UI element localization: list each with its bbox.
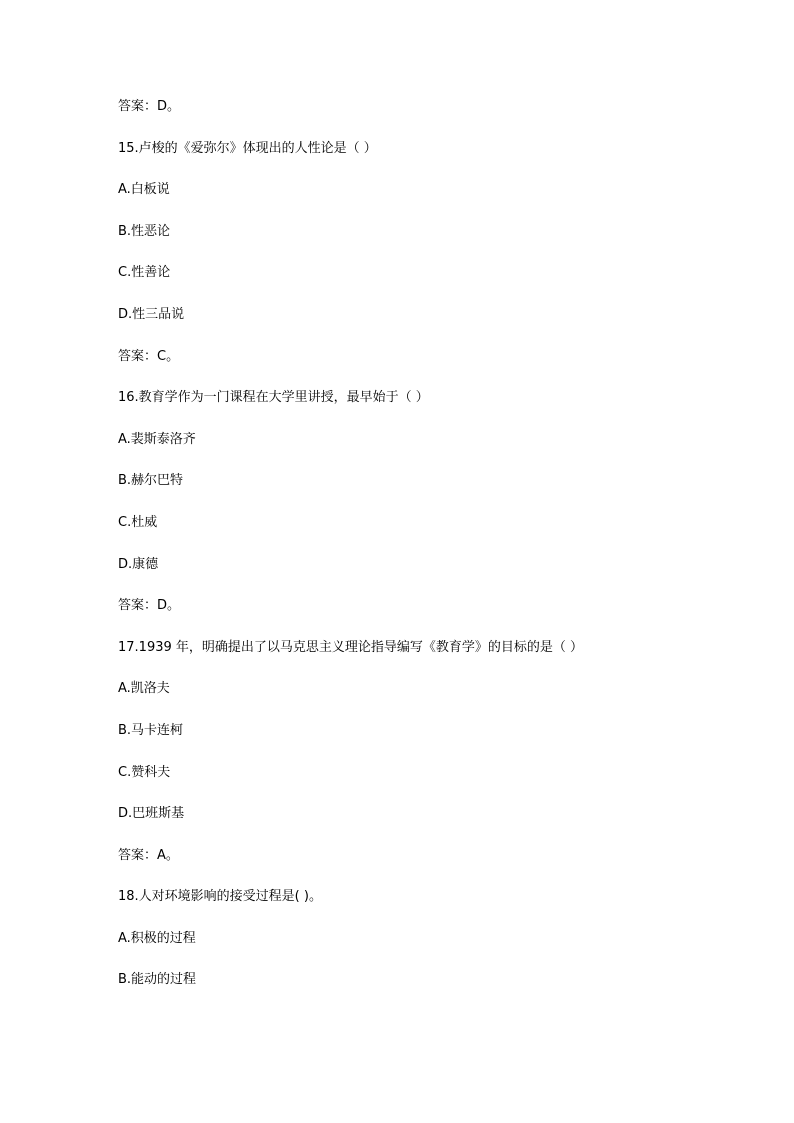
document-body: [118, 96, 758, 1011]
option-16-c: C.杜威: [118, 514, 158, 530]
option-17-d: D.巴班斯基: [118, 806, 185, 822]
option-17-b: B.马卡连柯: [118, 722, 184, 738]
answer-17: 答案：A。: [118, 847, 179, 863]
question-15: 15.卢梭的《爱弥尔》体现出的人性论是（ ）: [118, 140, 377, 156]
answer-16: 答案：D。: [118, 598, 181, 614]
option-18-b: B.能动的过程: [118, 972, 197, 988]
answer-14: 答案：D。: [118, 99, 181, 114]
option-15-d: D.性三品说: [118, 306, 185, 322]
option-16-d: D.康德: [118, 556, 159, 572]
question-17: 17.1939 年，明确提出了以马克思主义理论指导编写《教育学》的目标的是（ ）: [118, 639, 584, 655]
option-17-c: C.赞科夫: [118, 764, 171, 780]
option-15-a: A.白板说: [118, 182, 170, 198]
option-16-a: A.裴斯泰洛齐: [118, 431, 196, 447]
option-15-c: C.性善论: [118, 265, 171, 281]
option-18-a: A.积极的过程: [118, 930, 196, 946]
question-16: 16.教育学作为一门课程在大学里讲授，最早始于（ ）: [118, 390, 429, 406]
option-16-b: B.赫尔巴特: [118, 473, 184, 489]
option-15-b: B.性恶论: [118, 223, 171, 239]
option-17-a: A.凯洛夫: [118, 681, 170, 697]
answer-15: 答案：C。: [118, 348, 180, 364]
question-18: 18.人对环境影响的接受过程是( )。: [118, 889, 322, 905]
